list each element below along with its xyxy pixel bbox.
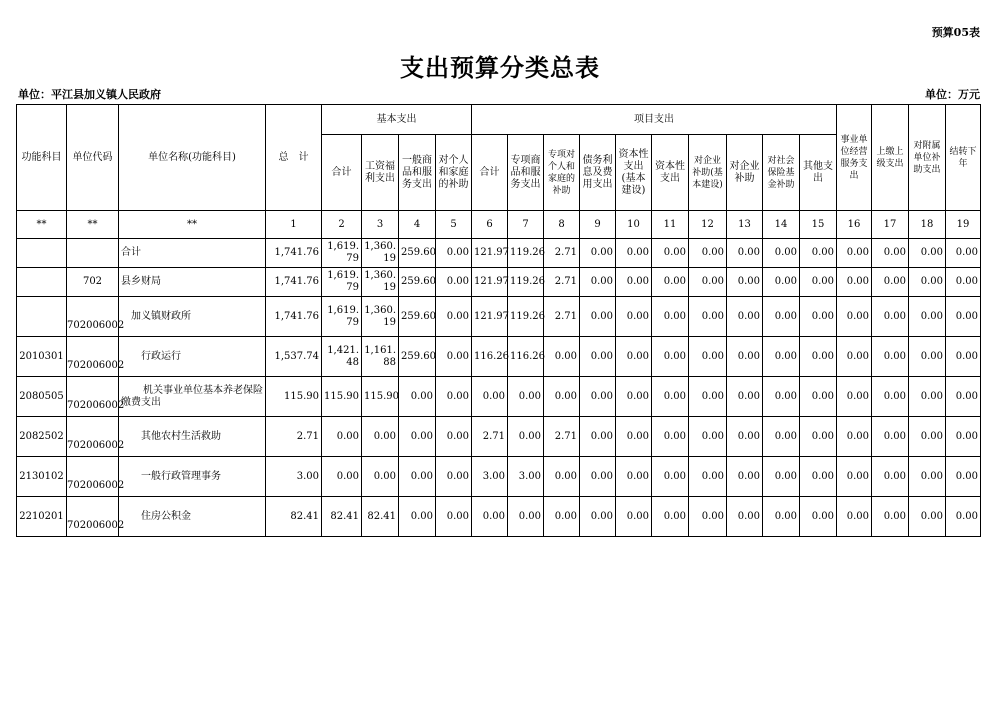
index-cell: 17 xyxy=(872,211,909,239)
value-cell: 0.00 xyxy=(689,377,727,417)
value-cell: 2.71 xyxy=(544,417,580,457)
value-cell: 0.00 xyxy=(946,377,981,417)
value-cell: 0.00 xyxy=(652,457,689,497)
value-cell: 0.00 xyxy=(946,268,981,297)
value-cell: 0.00 xyxy=(652,297,689,337)
value-cell: 0.00 xyxy=(508,497,544,537)
value-cell: 0.00 xyxy=(652,239,689,268)
value-cell: 0.00 xyxy=(362,457,399,497)
header-unit-code: 单位代码 xyxy=(67,105,119,211)
header-project-group: 项目支出 xyxy=(472,105,837,135)
value-cell: 1,360.19 xyxy=(362,297,399,337)
value-cell: 0.00 xyxy=(763,417,800,457)
table-row xyxy=(17,457,981,497)
index-cell: 5 xyxy=(436,211,472,239)
budget-table xyxy=(16,104,981,537)
value-cell: 0.00 xyxy=(580,337,616,377)
value-cell: 0.00 xyxy=(322,457,362,497)
header-affiliate: 对附属单位补助支出 xyxy=(909,105,946,211)
unit-name-cell: 一般行政管理事务 xyxy=(119,457,266,497)
value-cell: 259.60 xyxy=(399,297,436,337)
value-cell: 0.00 xyxy=(909,268,946,297)
unit-name-cell: 行政运行 xyxy=(119,337,266,377)
header-basic-goods: 一般商品和服务支出 xyxy=(399,135,436,211)
value-cell: 0.00 xyxy=(544,377,580,417)
header-upper-pay: 上缴上级支出 xyxy=(872,105,909,211)
value-cell: 82.41 xyxy=(362,497,399,537)
value-cell: 0.00 xyxy=(837,497,872,537)
header-proj-other: 其他支出 xyxy=(800,135,837,211)
value-cell: 0.00 xyxy=(580,377,616,417)
index-cell: 16 xyxy=(837,211,872,239)
value-cell: 0.00 xyxy=(436,457,472,497)
table-row xyxy=(17,417,981,457)
unit-name-cell: 县乡财局 xyxy=(119,268,266,297)
value-cell: 0.00 xyxy=(580,497,616,537)
index-row xyxy=(17,211,981,239)
header-proj-ent-infra: 对企业补助(基本建设) xyxy=(689,135,727,211)
value-cell: 1,741.76 xyxy=(266,268,322,297)
header-proj-ent: 对企业补助 xyxy=(727,135,763,211)
header-proj-subsidy: 专项对个人和家庭的补助 xyxy=(544,135,580,211)
header-proj-goods: 专项商品和服务支出 xyxy=(508,135,544,211)
value-cell: 0.00 xyxy=(616,417,652,457)
value-cell: 0.00 xyxy=(909,497,946,537)
value-cell: 2.71 xyxy=(266,417,322,457)
value-cell: 121.97 xyxy=(472,297,508,337)
value-cell: 82.41 xyxy=(266,497,322,537)
value-cell: 0.00 xyxy=(909,377,946,417)
value-cell: 0.00 xyxy=(872,377,909,417)
value-cell: 0.00 xyxy=(436,239,472,268)
value-cell: 0.00 xyxy=(727,268,763,297)
value-cell: 82.41 xyxy=(322,497,362,537)
value-cell: 0.00 xyxy=(689,297,727,337)
form-number: 预算05表 xyxy=(931,26,980,39)
value-cell: 3.00 xyxy=(508,457,544,497)
value-cell: 259.60 xyxy=(399,337,436,377)
header-basic-group: 基本支出 xyxy=(322,105,472,135)
value-cell: 0.00 xyxy=(399,417,436,457)
value-cell: 0.00 xyxy=(800,417,837,457)
unit-currency: 单位：万元 xyxy=(925,88,980,101)
value-cell: 0.00 xyxy=(436,497,472,537)
value-cell: 0.00 xyxy=(544,497,580,537)
value-cell: 119.26 xyxy=(508,239,544,268)
value-cell: 119.26 xyxy=(508,268,544,297)
value-cell: 0.00 xyxy=(727,497,763,537)
index-cell: 2 xyxy=(322,211,362,239)
value-cell: 259.60 xyxy=(399,268,436,297)
header-proj-total: 合计 xyxy=(472,135,508,211)
value-cell: 0.00 xyxy=(800,337,837,377)
value-cell: 0.00 xyxy=(436,297,472,337)
func-code-cell xyxy=(17,268,67,297)
value-cell: 1,619.79 xyxy=(322,297,362,337)
value-cell: 2.71 xyxy=(472,417,508,457)
index-cell: ** xyxy=(119,211,266,239)
value-cell: 0.00 xyxy=(872,337,909,377)
table-row xyxy=(17,377,981,417)
value-cell: 0.00 xyxy=(652,417,689,457)
value-cell: 0.00 xyxy=(652,497,689,537)
value-cell: 0.00 xyxy=(946,457,981,497)
value-cell: 1,537.74 xyxy=(266,337,322,377)
unit-code-cell: 702 xyxy=(67,268,119,297)
header-unit-name: 单位名称(功能科目) xyxy=(119,105,266,211)
value-cell: 1,619.79 xyxy=(322,268,362,297)
value-cell: 0.00 xyxy=(909,417,946,457)
value-cell: 0.00 xyxy=(727,457,763,497)
value-cell: 0.00 xyxy=(580,457,616,497)
value-cell: 0.00 xyxy=(580,297,616,337)
unit-code-cell: 702006002 xyxy=(67,377,119,417)
index-cell: 15 xyxy=(800,211,837,239)
value-cell: 0.00 xyxy=(399,457,436,497)
header-basic-total: 合计 xyxy=(322,135,362,211)
value-cell: 0.00 xyxy=(872,239,909,268)
value-cell: 0.00 xyxy=(946,297,981,337)
value-cell: 1,421.48 xyxy=(322,337,362,377)
unit-organization: 单位：平江县加义镇人民政府 xyxy=(18,88,161,101)
value-cell: 2.71 xyxy=(544,297,580,337)
value-cell: 0.00 xyxy=(544,337,580,377)
index-cell: 6 xyxy=(472,211,508,239)
value-cell: 0.00 xyxy=(508,377,544,417)
value-cell: 0.00 xyxy=(436,268,472,297)
value-cell: 0.00 xyxy=(362,417,399,457)
unit-name-cell: 加义镇财政所 xyxy=(119,297,266,337)
value-cell: 115.90 xyxy=(266,377,322,417)
value-cell: 0.00 xyxy=(909,239,946,268)
func-code-cell: 2210201 xyxy=(17,497,67,537)
index-cell: ** xyxy=(17,211,67,239)
value-cell: 1,741.76 xyxy=(266,297,322,337)
index-cell: ** xyxy=(67,211,119,239)
value-cell: 0.00 xyxy=(946,497,981,537)
unit-name-cell: 合计 xyxy=(119,239,266,268)
value-cell: 0.00 xyxy=(800,497,837,537)
value-cell: 0.00 xyxy=(909,457,946,497)
func-code-cell xyxy=(17,239,67,268)
index-cell: 9 xyxy=(580,211,616,239)
header-proj-debt: 债务利息及费用支出 xyxy=(580,135,616,211)
value-cell: 0.00 xyxy=(763,268,800,297)
unit-name-cell: 机关事业单位基本养老保险缴费支出 xyxy=(119,377,266,417)
value-cell: 0.00 xyxy=(909,337,946,377)
index-cell: 8 xyxy=(544,211,580,239)
header-basic-subsidy: 对个人和家庭的补助 xyxy=(436,135,472,211)
value-cell: 0.00 xyxy=(872,497,909,537)
table-row xyxy=(17,497,981,537)
header-basic-wage: 工资福利支出 xyxy=(362,135,399,211)
index-cell: 19 xyxy=(946,211,981,239)
value-cell: 0.00 xyxy=(727,239,763,268)
value-cell: 0.00 xyxy=(727,417,763,457)
value-cell: 0.00 xyxy=(763,497,800,537)
header-biz-service: 事业单位经营服务支出 xyxy=(837,105,872,211)
value-cell: 0.00 xyxy=(616,268,652,297)
value-cell: 0.00 xyxy=(837,337,872,377)
table-row xyxy=(17,239,981,268)
value-cell: 3.00 xyxy=(266,457,322,497)
index-cell: 1 xyxy=(266,211,322,239)
value-cell: 0.00 xyxy=(472,377,508,417)
unit-code-cell: 702006002 xyxy=(67,337,119,377)
value-cell: 0.00 xyxy=(616,337,652,377)
value-cell: 0.00 xyxy=(689,497,727,537)
value-cell: 0.00 xyxy=(616,239,652,268)
value-cell: 0.00 xyxy=(689,239,727,268)
value-cell: 0.00 xyxy=(436,417,472,457)
unit-code-cell: 702006002 xyxy=(67,297,119,337)
value-cell: 115.90 xyxy=(322,377,362,417)
value-cell: 0.00 xyxy=(800,239,837,268)
value-cell: 259.60 xyxy=(399,239,436,268)
value-cell: 0.00 xyxy=(689,417,727,457)
value-cell: 0.00 xyxy=(800,297,837,337)
value-cell: 0.00 xyxy=(800,457,837,497)
value-cell: 0.00 xyxy=(580,239,616,268)
value-cell: 0.00 xyxy=(872,297,909,337)
value-cell: 0.00 xyxy=(837,268,872,297)
unit-code-cell xyxy=(67,239,119,268)
value-cell: 115.90 xyxy=(362,377,399,417)
func-code-cell: 2010301 xyxy=(17,337,67,377)
value-cell: 0.00 xyxy=(872,457,909,497)
value-cell: 0.00 xyxy=(763,377,800,417)
value-cell: 0.00 xyxy=(763,337,800,377)
func-code-cell xyxy=(17,297,67,337)
value-cell: 0.00 xyxy=(399,497,436,537)
index-cell: 3 xyxy=(362,211,399,239)
value-cell: 0.00 xyxy=(837,297,872,337)
value-cell: 0.00 xyxy=(616,297,652,337)
value-cell: 0.00 xyxy=(322,417,362,457)
page-title: 支出预算分类总表 xyxy=(400,53,600,82)
func-code-cell: 2082502 xyxy=(17,417,67,457)
value-cell: 0.00 xyxy=(508,417,544,457)
index-cell: 18 xyxy=(909,211,946,239)
value-cell: 0.00 xyxy=(652,337,689,377)
value-cell: 116.26 xyxy=(508,337,544,377)
value-cell: 0.00 xyxy=(800,377,837,417)
header-total: 总 计 xyxy=(266,105,322,211)
value-cell: 0.00 xyxy=(837,457,872,497)
value-cell: 0.00 xyxy=(689,337,727,377)
unit-name-cell: 其他农村生活救助 xyxy=(119,417,266,457)
value-cell: 0.00 xyxy=(872,417,909,457)
value-cell: 0.00 xyxy=(946,337,981,377)
table-row xyxy=(17,337,981,377)
value-cell: 3.00 xyxy=(472,457,508,497)
value-cell: 1,741.76 xyxy=(266,239,322,268)
header-proj-capital-infra: 资本性支出(基本建设) xyxy=(616,135,652,211)
value-cell: 0.00 xyxy=(727,297,763,337)
value-cell: 0.00 xyxy=(837,417,872,457)
value-cell: 0.00 xyxy=(399,377,436,417)
value-cell: 1,619.79 xyxy=(322,239,362,268)
value-cell: 0.00 xyxy=(946,417,981,457)
value-cell: 2.71 xyxy=(544,239,580,268)
value-cell: 0.00 xyxy=(580,268,616,297)
value-cell: 1,161.88 xyxy=(362,337,399,377)
value-cell: 0.00 xyxy=(763,457,800,497)
value-cell: 0.00 xyxy=(909,297,946,337)
value-cell: 0.00 xyxy=(727,337,763,377)
value-cell: 0.00 xyxy=(689,268,727,297)
value-cell: 0.00 xyxy=(689,457,727,497)
index-cell: 11 xyxy=(652,211,689,239)
header-proj-social: 对社会保险基金补助 xyxy=(763,135,800,211)
value-cell: 0.00 xyxy=(727,377,763,417)
unit-code-cell: 702006002 xyxy=(67,457,119,497)
value-cell: 2.71 xyxy=(544,268,580,297)
value-cell: 116.26 xyxy=(472,337,508,377)
value-cell: 121.97 xyxy=(472,239,508,268)
func-code-cell: 2130102 xyxy=(17,457,67,497)
header-carry: 结转下年 xyxy=(946,105,981,211)
value-cell: 0.00 xyxy=(580,417,616,457)
table-row xyxy=(17,297,981,337)
index-cell: 14 xyxy=(763,211,800,239)
value-cell: 0.00 xyxy=(837,239,872,268)
index-cell: 13 xyxy=(727,211,763,239)
value-cell: 0.00 xyxy=(652,377,689,417)
value-cell: 0.00 xyxy=(616,457,652,497)
value-cell: 0.00 xyxy=(436,337,472,377)
value-cell: 0.00 xyxy=(837,377,872,417)
unit-code-cell: 702006002 xyxy=(67,497,119,537)
table-header xyxy=(17,105,981,211)
value-cell: 1,360.19 xyxy=(362,268,399,297)
unit-code-cell: 702006002 xyxy=(67,417,119,457)
value-cell: 0.00 xyxy=(946,239,981,268)
header-func-code: 功能科目 xyxy=(17,105,67,211)
table-row xyxy=(17,268,981,297)
index-cell: 10 xyxy=(616,211,652,239)
value-cell: 119.26 xyxy=(508,297,544,337)
value-cell: 0.00 xyxy=(616,377,652,417)
unit-name-cell: 住房公积金 xyxy=(119,497,266,537)
index-cell: 7 xyxy=(508,211,544,239)
value-cell: 0.00 xyxy=(616,497,652,537)
value-cell: 0.00 xyxy=(800,268,837,297)
value-cell: 0.00 xyxy=(763,239,800,268)
value-cell: 121.97 xyxy=(472,268,508,297)
header-proj-capital: 资本性支出 xyxy=(652,135,689,211)
index-cell: 4 xyxy=(399,211,436,239)
value-cell: 0.00 xyxy=(763,297,800,337)
value-cell: 0.00 xyxy=(436,377,472,417)
value-cell: 1,360.19 xyxy=(362,239,399,268)
index-cell: 12 xyxy=(689,211,727,239)
value-cell: 0.00 xyxy=(872,268,909,297)
value-cell: 0.00 xyxy=(544,457,580,497)
value-cell: 0.00 xyxy=(652,268,689,297)
func-code-cell: 2080505 xyxy=(17,377,67,417)
value-cell: 0.00 xyxy=(472,497,508,537)
